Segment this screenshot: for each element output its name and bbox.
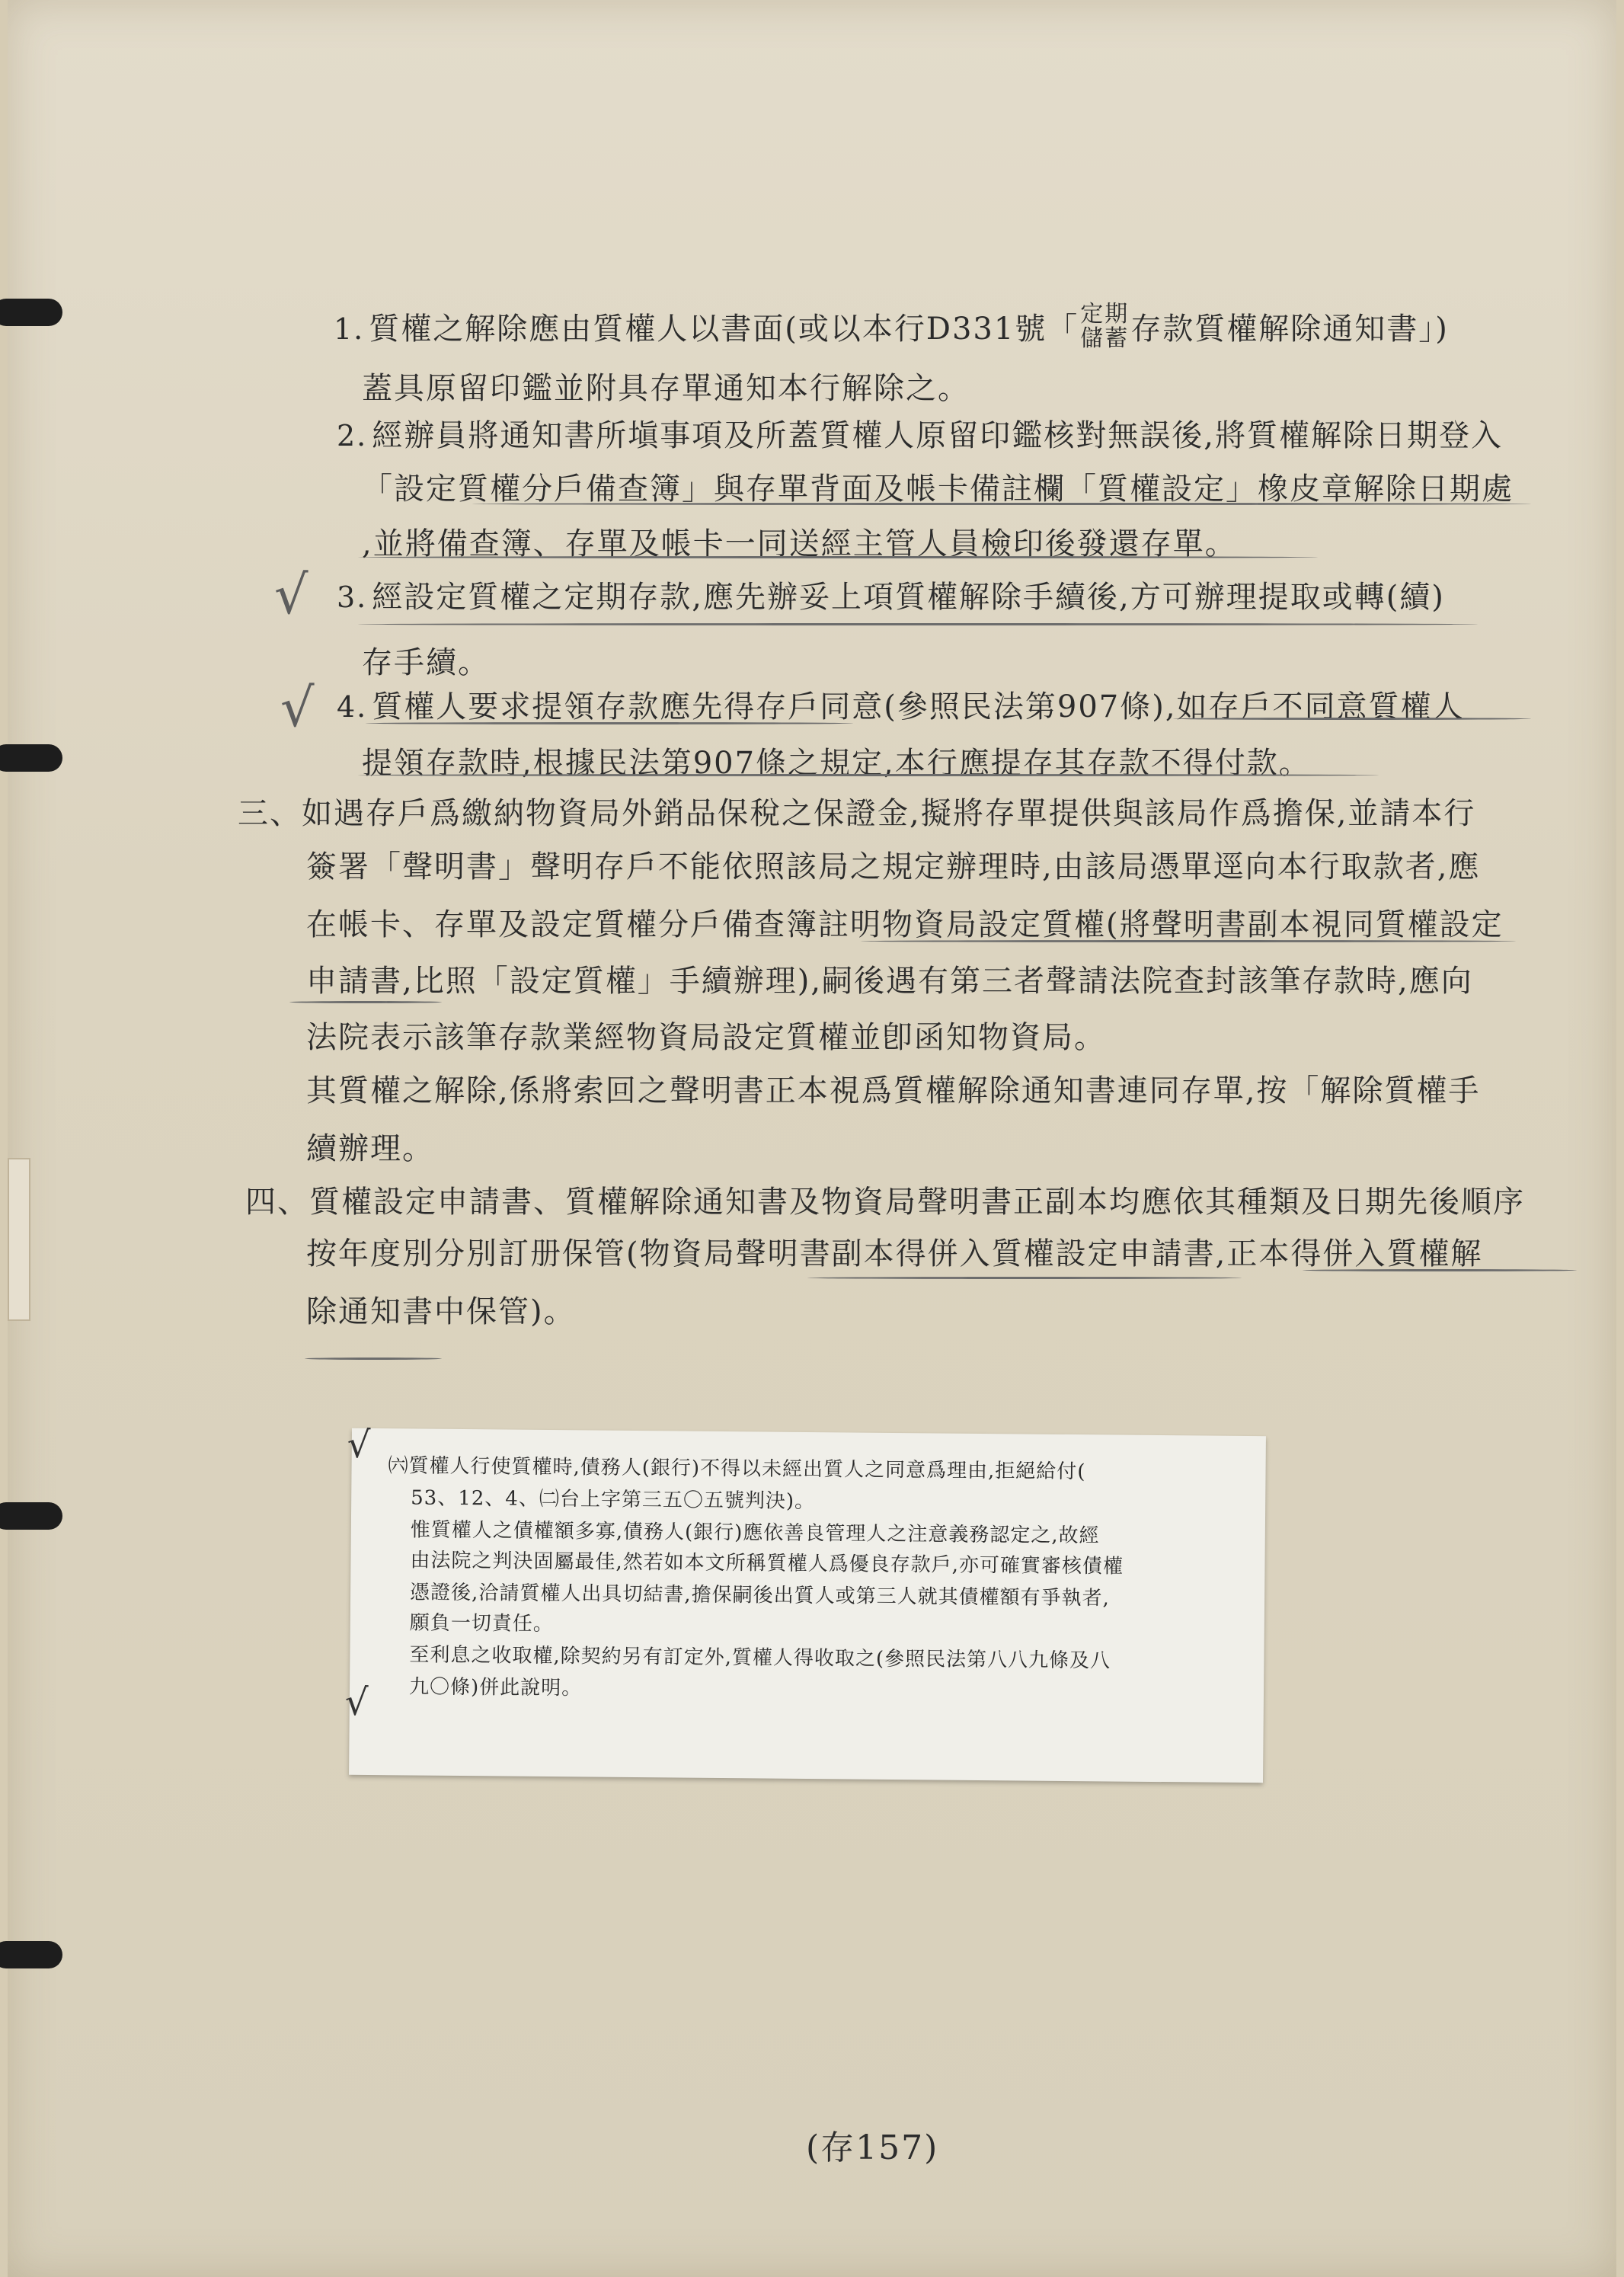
- section-3-line-6: 其質權之解除,係將索回之聲明書正本視爲質權解除通知書連同存單,按「解除質權手: [306, 1073, 1481, 1108]
- item-1-line-1: [334, 301, 1449, 356]
- item-number: 1.: [334, 312, 365, 346]
- binding-ring: [0, 744, 62, 772]
- section-3-line-2: 簽署「聲明書」聲明存戶不能依照該局之規定辦理時,由該局憑單逕向本行取款者,應: [306, 849, 1481, 884]
- slip-line-3: 惟質權人之債權額多寡,債務人(銀行)應依善良管理人之注意義務認定之,故經: [410, 1518, 1100, 1548]
- section-3-line-4: 申請書,比照「設定質權」手續辦理),嗣後遇有第三者聲請法院查封該筆存款時,應向: [306, 964, 1473, 999]
- slip-line-7: 至利息之收取權,除契約另有訂定外,質權人得收取之(參照民法第八八九條及八: [409, 1643, 1111, 1673]
- item-text: 經辦員將通知書所塡事項及所蓋質權人原留印鑑核對無誤後,將質權解除日期登入: [372, 418, 1503, 453]
- item-text: 質權人要求提領存款應先得存戶同意(參照民法第907條),如存戶不同意質權人: [372, 689, 1465, 724]
- section-4-line-3: 除通知書中保管)。: [306, 1294, 576, 1329]
- pencil-underline: [1303, 1269, 1577, 1271]
- slip-line-1: ㈥質權人行使質權時,債務人(銀行)不得以未經出質人之同意爲理由,拒絕給付(: [388, 1454, 1086, 1484]
- binding-ring: [0, 1502, 62, 1530]
- slip-line-4: 由法院之判決固屬最佳,然若如本文所稱質權人爲優良存款戶,亦可確實審核債權: [410, 1549, 1124, 1578]
- slip-line-8: 九〇條)併此說明。: [408, 1675, 583, 1700]
- section-3-line-5: 法院表示該筆存款業經物資局設定質權並卽函知物資局。: [306, 1020, 1106, 1055]
- pencil-underline: [289, 1001, 442, 1003]
- pencil-underline: [366, 722, 853, 724]
- pencil-underline: [358, 623, 1478, 625]
- item-number: 2.: [337, 419, 368, 453]
- check-mark: √: [344, 1681, 369, 1724]
- check-mark: √: [347, 1423, 371, 1466]
- binding-ring: [0, 299, 62, 326]
- pencil-check-mark: √: [274, 564, 308, 626]
- slip-line-2: 53、12、4、㈡台上字第三五〇五號判決)。: [411, 1486, 816, 1514]
- pencil-underline: [358, 556, 1318, 558]
- item-2-line-1: [337, 411, 1503, 455]
- section-4-line-1: 四、質權設定申請書、質權解除通知書及物資局聲明書正副本均應依其種類及日期先後順序: [245, 1185, 1525, 1220]
- item-number: 3.: [337, 580, 368, 614]
- pencil-underline: [861, 940, 1516, 942]
- pencil-underline: [1173, 718, 1531, 720]
- item-text: 質權之解除應由質權人以書面(或以本行D331號「: [369, 312, 1079, 347]
- pencil-underline: [807, 1277, 1242, 1279]
- item-2-line-3: ,並將備查簿、存單及帳卡一同送經主管人員檢印後發還存單。: [362, 526, 1237, 561]
- item-1-line-2: 蓋具原留印鑑並附具存單通知本行解除之。: [362, 371, 970, 406]
- stack-bottom: 儲蓄: [1080, 325, 1130, 352]
- pencil-underline: [305, 1358, 442, 1360]
- item-number: 4.: [337, 690, 368, 724]
- section-4-line-2: 按年度別分別訂册保管(物資局聲明書副本得併入質權設定申請書,正本得併入質權解: [306, 1236, 1483, 1271]
- page-number: (存157): [806, 2128, 939, 2167]
- stacked-choice: [1080, 302, 1129, 351]
- item-2-line-2: 「設定質權分戶備查簿」與存單背面及帳卡備註欄「質權設定」橡皮章解除日期處: [362, 472, 1514, 507]
- pencil-underline: [472, 503, 1531, 505]
- pasted-note-slip: [344, 1423, 1266, 1783]
- stack-top: 定期: [1080, 301, 1130, 328]
- section-3-line-1: 三、如遇存戶爲繳納物資局外銷品保稅之保證金,擬將存單提供與該局作爲擔保,並請本行: [238, 796, 1476, 831]
- section-3-line-7: 續辦理。: [306, 1131, 434, 1166]
- pencil-check-mark: √: [280, 676, 315, 739]
- slip-line-6: 願負一切責任。: [409, 1611, 554, 1636]
- section-3-line-3: 在帳卡、存單及設定質權分戶備查簿註明物資局設定質權(將聲明書副本視同質權設定: [306, 907, 1504, 942]
- pencil-underline: [358, 774, 1379, 776]
- slip-line-5: 憑證後,洽請質權人出具切結書,擔保嗣後出質人或第三人就其債權額有爭執者,: [409, 1581, 1111, 1610]
- item-text: 經設定質權之定期存款,應先辦妥上項質權解除手續後,方可辦理提取或轉(續): [372, 580, 1445, 615]
- binding-ring: [0, 1941, 62, 1968]
- item-4-line-2: 提領存款時,根據民法第907條之規定,本行應提存其存款不得付款。: [362, 746, 1311, 781]
- page-edge-tab: [8, 1158, 30, 1321]
- item-3-line-1: [337, 573, 1445, 616]
- item-3-line-2: 存手續。: [362, 645, 490, 680]
- item-text: 存款質權解除通知書」): [1130, 312, 1449, 347]
